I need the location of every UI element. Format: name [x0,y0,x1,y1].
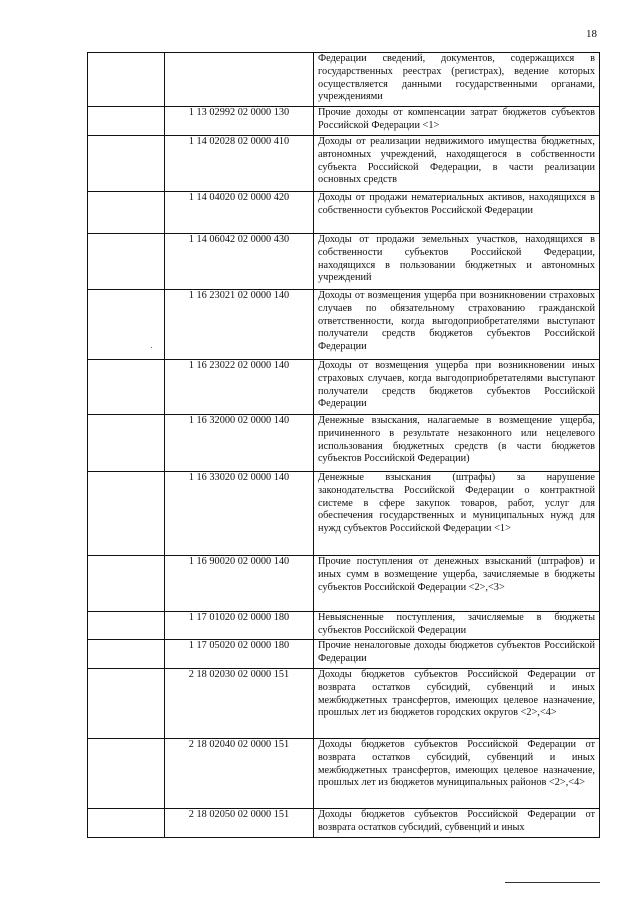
revenue-description-cell: Доходы от продажи земельных участков, находящихся в собственности субъектов Российской Федерации, находящихся в пользовании бюджетных и автономных учреждений [314,234,600,290]
table-row [88,739,600,809]
admin-code-cell [88,136,165,192]
table-row [88,415,600,472]
admin-code-cell [88,107,165,136]
revenue-description-cell: Прочие неналоговые доходы бюджетов субъектов Российской Федерации [314,640,600,669]
revenue-description-cell: Доходы бюджетов субъектов Российской Федерации от возврата остатков субсидий, субвенций и иных [314,809,600,838]
revenue-description-cell: Денежные взыскания (штрафы) за нарушение законодательства Российской Федерации о контрактной системе в сфере закупок товаров, работ, услуг для обеспечения государственных и муниципальных нужд для нужд субъектов Российской Федерации <1> [314,472,600,556]
revenue-code-cell: 1 16 90020 02 0000 140 [165,556,314,612]
revenue-description-cell: Денежные взыскания, налагаемые в возмещение ущерба, причиненного в результате незаконного или нецелевого использования бюджетных средств (в части бюджетов субъектов Российской Федерации) [314,415,600,472]
admin-code-cell [88,640,165,669]
table-row [88,472,600,556]
revenue-code-cell: 1 14 04020 02 0000 420 [165,192,314,234]
scan-speck [151,347,152,348]
revenue-code-cell: 1 16 33020 02 0000 140 [165,472,314,556]
revenue-code-cell: 2 18 02050 02 0000 151 [165,809,314,838]
table-row [88,234,600,290]
revenue-code-cell: 1 14 06042 02 0000 430 [165,234,314,290]
revenue-code-cell: 1 14 02028 02 0000 410 [165,136,314,192]
revenue-description-cell: Федерации сведений, документов, содержащихся в государственных реестрах (регистрах), ведение которых осуществляется данными государственными органами, учреждениями [314,53,600,107]
revenue-description-cell: Доходы бюджетов субъектов Российской Федерации от возврата остатков субсидий, субвенций и иных межбюджетных трансфертов, имеющих целевое назначение, прошлых лет из бюджетов городских округов <2>,<4> [314,669,600,739]
admin-code-cell [88,360,165,415]
revenue-code-cell [165,53,314,107]
table-row [88,809,600,838]
revenue-code-cell: 1 17 05020 02 0000 180 [165,640,314,669]
revenue-description-cell: Доходы от возмещения ущерба при возникновении страховых случаев по обязательному страхованию гражданской ответственности, когда выгодоприобретателями выступают получатели средств бюджетов субъектов Российской Федерации [314,290,600,360]
table-row [88,107,600,136]
revenue-code-cell: 1 16 23021 02 0000 140 [165,290,314,360]
table-row [88,290,600,360]
admin-code-cell [88,53,165,107]
page-number: 18 [586,28,597,40]
table-row [88,192,600,234]
table-row [88,53,600,107]
revenue-code-cell: 2 18 02040 02 0000 151 [165,739,314,809]
admin-code-cell [88,290,165,360]
revenue-description-cell: Доходы бюджетов субъектов Российской Федерации от возврата остатков субсидий, субвенций и иных межбюджетных трансфертов, имеющих целевое назначение, прошлых лет из бюджетов муниципальных районов <2>,<4> [314,739,600,809]
revenue-description-cell: Доходы от реализации недвижимого имущества бюджетных, автономных учреждений, находящегося в собственности субъекта Российской Федерации, в части реализации основных средств [314,136,600,192]
admin-code-cell [88,192,165,234]
admin-code-cell [88,739,165,809]
table-row [88,136,600,192]
admin-code-cell [88,472,165,556]
revenue-code-cell: 1 13 02992 02 0000 130 [165,107,314,136]
revenue-description-cell: Доходы от возмещения ущерба при возникновении иных страховых случаев, когда выгодоприобретателями выступают получатели средств бюджетов субъектов Российской Федерации [314,360,600,415]
admin-code-cell [88,556,165,612]
revenue-description-cell: Прочие поступления от денежных взысканий (штрафов) и иных сумм в возмещение ущерба, зачисляемые в бюджеты субъектов Российской Федерации <2>,<3> [314,556,600,612]
revenue-description-cell: Доходы от продажи нематериальных активов, находящихся в собственности субъектов Российской Федерации [314,192,600,234]
admin-code-cell [88,234,165,290]
table-row [88,360,600,415]
admin-code-cell [88,612,165,640]
table-row [88,556,600,612]
table-row [88,669,600,739]
table-row [88,640,600,669]
revenue-code-cell: 2 18 02030 02 0000 151 [165,669,314,739]
admin-code-cell [88,809,165,838]
revenue-code-cell: 1 17 01020 02 0000 180 [165,612,314,640]
revenue-description-cell: Невыясненные поступления, зачисляемые в бюджеты субъектов Российской Федерации [314,612,600,640]
revenue-code-cell: 1 16 32000 02 0000 140 [165,415,314,472]
revenue-description-cell: Прочие доходы от компенсации затрат бюджетов субъектов Российской Федерации <1> [314,107,600,136]
revenue-codes-table [87,52,600,838]
admin-code-cell [88,415,165,472]
revenue-code-cell: 1 16 23022 02 0000 140 [165,360,314,415]
admin-code-cell [88,669,165,739]
footer-rule [505,882,600,883]
table-row [88,612,600,640]
